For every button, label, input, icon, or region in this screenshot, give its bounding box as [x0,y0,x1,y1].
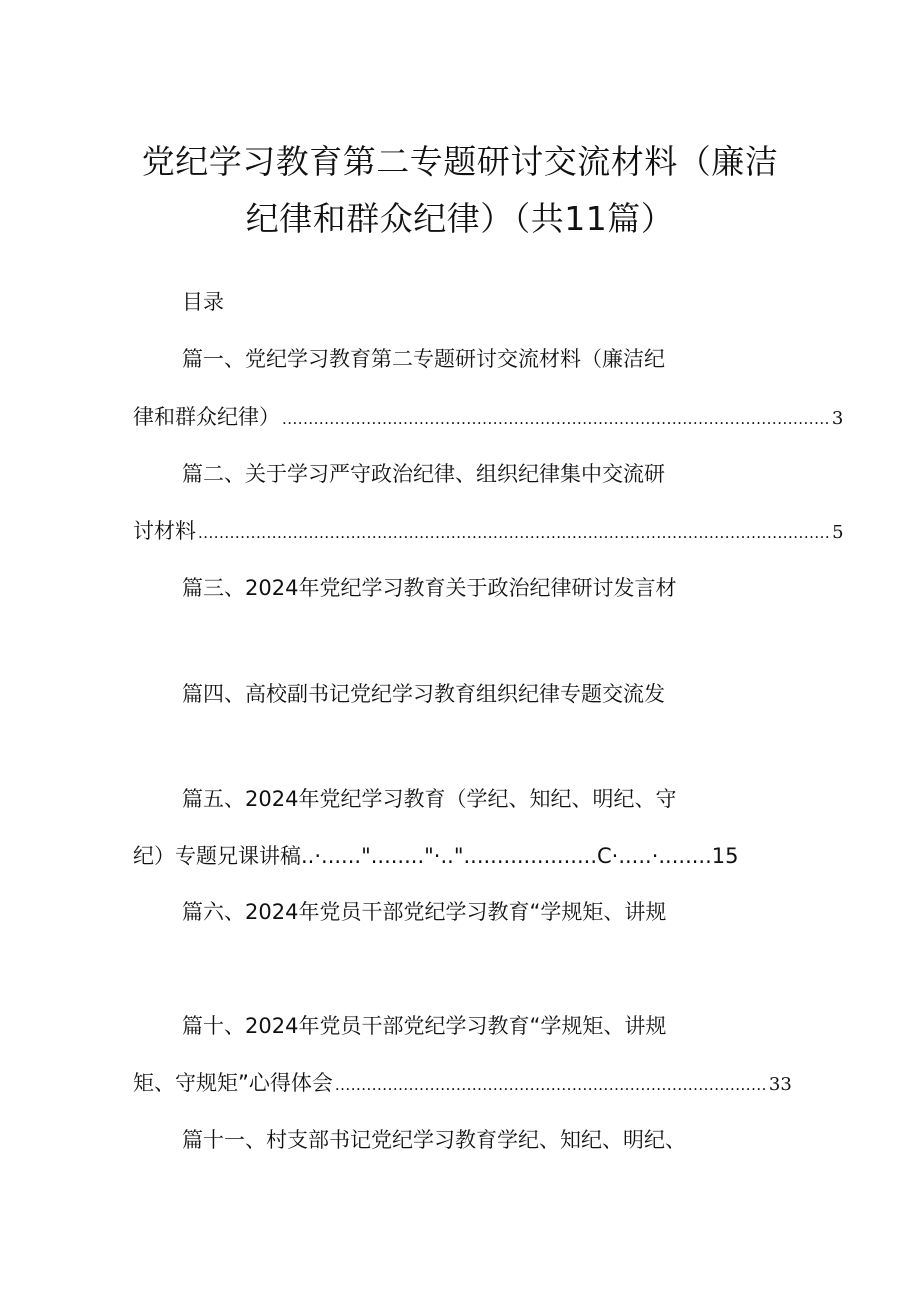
toc-entry-5-line-2: 纪）专题兄课讲稿..·......"........"·.."....................C·.....·........15 [133,844,739,868]
toc-entry-10-leader: .................................................................................. [334,1076,767,1094]
toc-entry-2-page: 5 [832,522,844,543]
toc-entry-1-line-2 [133,403,844,433]
toc-entry-10-text: 矩、守规矩”心得体会 [133,1071,333,1095]
toc-entry-10-line-2 [133,1069,792,1099]
toc-entry-2-line-2 [133,517,844,547]
toc-entry-3-line-1: 篇三、2024年党纪学习教育关于政治纪律研讨发言材 [182,576,677,600]
toc-entry-2-line-1: 篇二、关于学习严守政治纪律、组织纪律集中交流研 [182,462,665,486]
toc-entry-5-line-1: 篇五、2024年党纪学习教育（学纪、知纪、明纪、守 [182,787,677,811]
toc-entry-11-line-1: 篇十一、村支部书记党纪学习教育学纪、知纪、明纪、 [182,1128,686,1152]
toc-entry-1-leader: ........................................................................................................ [282,410,830,428]
toc-entry-6-line-1: 篇六、2024年党员干部党纪学习教育“学规矩、讲规 [182,900,667,924]
document-title-line-2: 纪律和群众纪律）（共11篇） [245,199,675,238]
toc-entry-1-page: 3 [831,408,844,429]
toc-entry-10-line-1: 篇十、2024年党员干部党纪学习教育“学规矩、讲规 [182,1014,667,1038]
toc-entry-1-text: 律和群众纪律） [133,405,280,429]
toc-entry-2-leader: ........................................................................................................................ [198,524,831,542]
toc-entry-2-text: 讨材料 [133,519,196,543]
toc-entry-4-line-1: 篇四、高校副书记党纪学习教育组织纪律专题交流发 [182,682,665,706]
toc-entry-1-line-1: 篇一、党纪学习教育第二专题研讨交流材料（廉洁纪 [182,347,665,371]
toc-heading: 目录 [182,290,224,314]
document-title-line-1: 党纪学习教育第二专题研讨交流材料（廉洁 [141,142,779,181]
toc-entry-10-page: 33 [768,1074,792,1095]
